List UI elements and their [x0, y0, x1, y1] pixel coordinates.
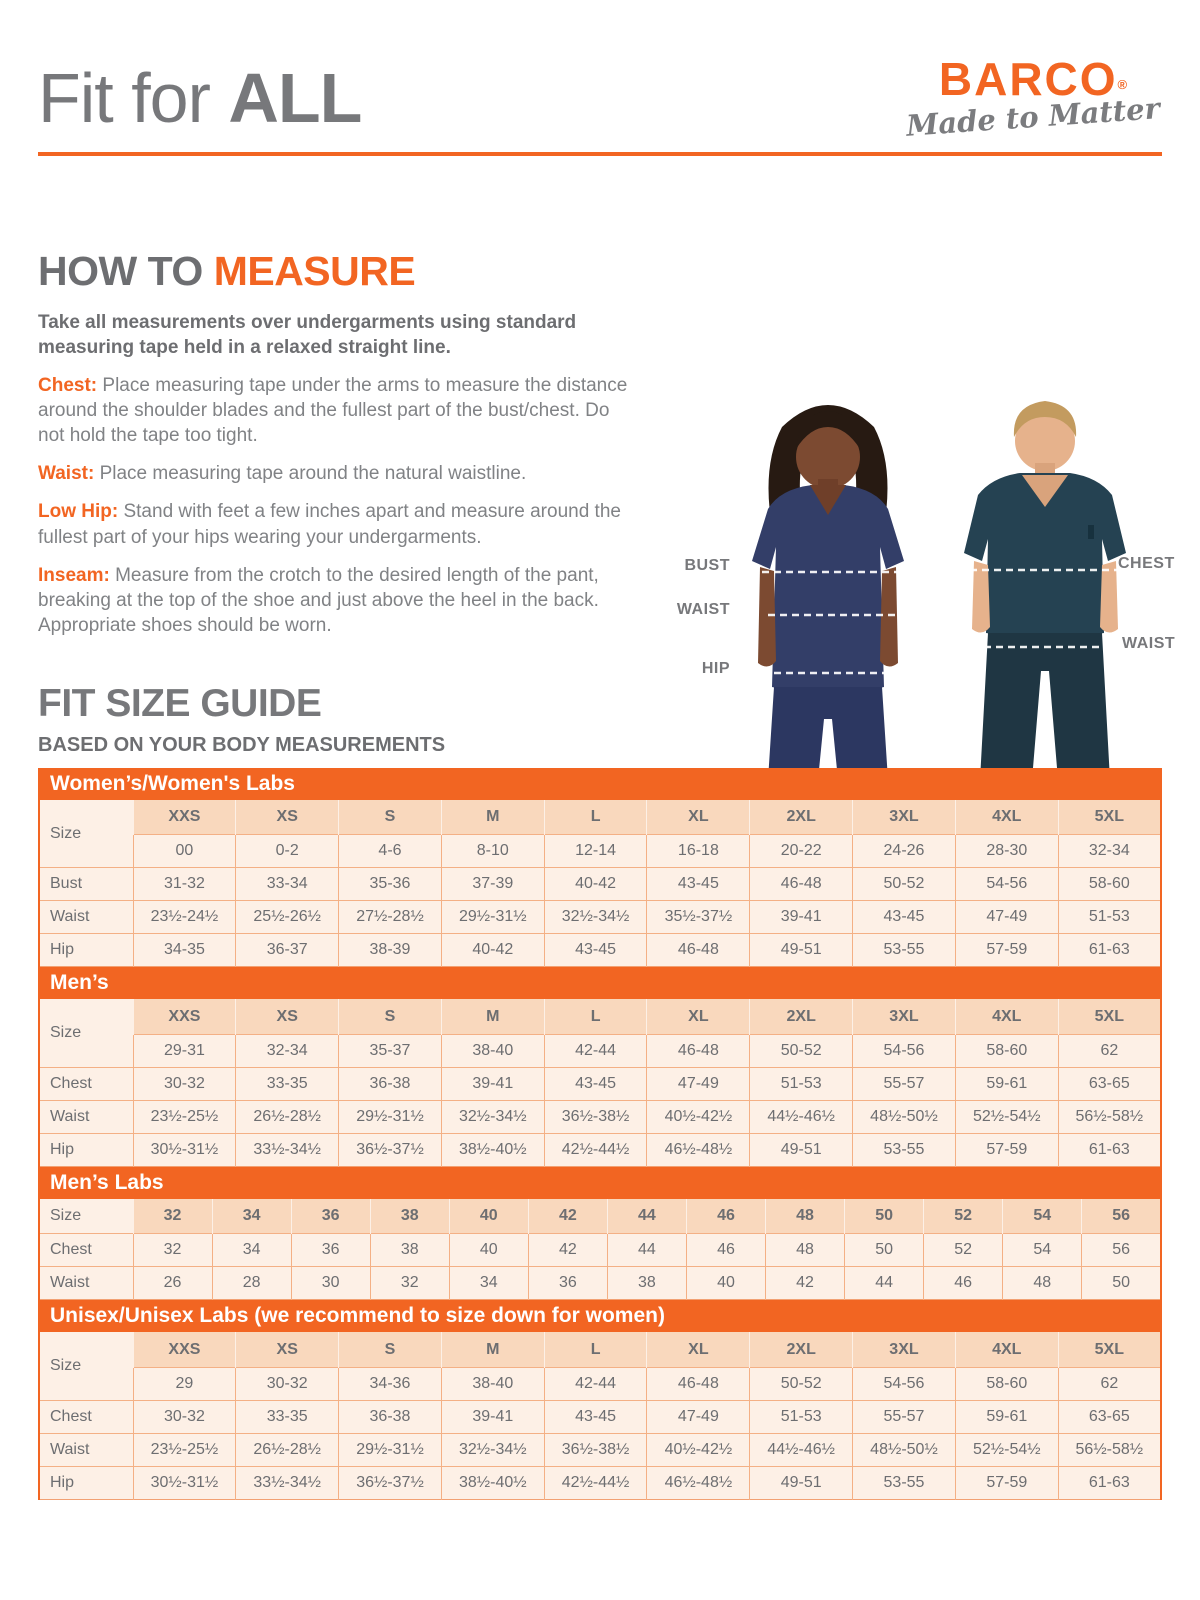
measurement-cell: 56½-58½: [1058, 1100, 1161, 1133]
measurement-cell: 29½-31½: [339, 1433, 442, 1466]
measurement-cell: 31-32: [133, 868, 236, 901]
measurement-cell: 53-55: [853, 1466, 956, 1499]
column-header-cell: 46: [686, 1199, 765, 1234]
measurement-cell: 57-59: [955, 1466, 1058, 1499]
measurement-cell: 30½-31½: [133, 1133, 236, 1166]
measurement-cell: 43-45: [544, 1067, 647, 1100]
size-label-cell: Size: [39, 999, 133, 1067]
measurement-cell: 33-34: [236, 868, 339, 901]
measurement-cell: 34-35: [133, 934, 236, 967]
column-header-cell: L: [544, 999, 647, 1034]
column-header-cell: L: [544, 1332, 647, 1367]
measurement-cell: 52½-54½: [955, 1100, 1058, 1133]
barco-logo-wordmark: BARCO®: [938, 53, 1128, 105]
size-range-cell: 29: [133, 1367, 236, 1400]
size-range-cell: 54-56: [853, 1034, 956, 1067]
measurement-cell: 46½-48½: [647, 1133, 750, 1166]
size-table-block-1: [38, 967, 1162, 1167]
measurement-cell: 38½-40½: [441, 1466, 544, 1499]
measurement-cell: 40-42: [544, 868, 647, 901]
measurement-cell: 39-41: [441, 1067, 544, 1100]
measure-instructions: [38, 310, 638, 651]
column-header-cell: 2XL: [750, 999, 853, 1034]
fit-size-guide-section: [38, 684, 1162, 1500]
measurement-cell: 49-51: [750, 934, 853, 967]
measurement-cell: 49-51: [750, 1133, 853, 1166]
column-header-cell: XXS: [133, 999, 236, 1034]
measurement-cell: 49-51: [750, 1466, 853, 1499]
column-header-cell: XS: [236, 999, 339, 1034]
size-range-cell: 38-40: [441, 1034, 544, 1067]
size-range-cell: 38-40: [441, 1367, 544, 1400]
measurement-cell: 33-35: [236, 1400, 339, 1433]
chest-label: CHEST: [1118, 555, 1175, 572]
measurement-cell: 40½-42½: [647, 1100, 750, 1133]
barco-logo-tagline: Made to Matter: [905, 91, 1161, 143]
column-header-cell: XXS: [133, 800, 236, 835]
column-header-cell: M: [441, 800, 544, 835]
size-range-cell: 20-22: [750, 835, 853, 868]
row-label-cell: Chest: [39, 1067, 133, 1100]
row-label-cell: Bust: [39, 868, 133, 901]
measurement-cell: 44: [845, 1267, 924, 1300]
bust-label: BUST: [684, 557, 730, 574]
measurement-cell: 25½-26½: [236, 901, 339, 934]
measurement-cell: 50-52: [853, 868, 956, 901]
registered-trademark-icon: ®: [1117, 77, 1128, 92]
waist-label-left: WAIST: [676, 601, 730, 618]
measurement-cell: 61-63: [1058, 1133, 1161, 1166]
column-header-cell: 3XL: [853, 999, 956, 1034]
measurement-cell: 36-38: [339, 1067, 442, 1100]
hip-label: HIP: [701, 660, 730, 677]
measurement-cell: 38: [607, 1267, 686, 1300]
measurement-cell: 39-41: [441, 1400, 544, 1433]
measurement-cell: 32½-34½: [441, 1100, 544, 1133]
measurement-cell: 63-65: [1058, 1400, 1161, 1433]
size-range-cell: 46-48: [647, 1367, 750, 1400]
measurement-cell: 36-38: [339, 1400, 442, 1433]
size-range-cell: 32-34: [236, 1034, 339, 1067]
row-label-cell: Waist: [39, 1433, 133, 1466]
measurement-cell: 53-55: [853, 1133, 956, 1166]
measurement-cell: 37-39: [441, 868, 544, 901]
heading-orange-part: MEASURE: [213, 248, 416, 294]
column-header-cell: 54: [1003, 1199, 1082, 1234]
column-header-cell: 42: [528, 1199, 607, 1234]
column-header-cell: XL: [647, 1332, 750, 1367]
size-tables-container: [38, 768, 1162, 1500]
measurement-cell: 54: [1003, 1234, 1082, 1267]
measure-item-chest: Chest: Place measuring tape under the arms to measure the distance around the shoulder blades and the fullest part of the bust/chest. Do not hold the tape too tight.: [38, 375, 628, 447]
measurement-cell: 42: [766, 1267, 845, 1300]
column-header-cell: 5XL: [1058, 1332, 1161, 1367]
size-range-cell: 58-60: [955, 1034, 1058, 1067]
table-band: Men’s: [38, 967, 1162, 999]
size-range-cell: 50-52: [750, 1367, 853, 1400]
row-label-cell: Chest: [39, 1234, 133, 1267]
measurement-cell: 38-39: [339, 934, 442, 967]
measurement-cell: 43-45: [853, 901, 956, 934]
measurement-cell: 43-45: [544, 1400, 647, 1433]
measurement-cell: 51-53: [1058, 901, 1161, 934]
size-range-cell: 54-56: [853, 1367, 956, 1400]
column-header-cell: 34: [212, 1199, 291, 1234]
row-label-cell: Hip: [39, 934, 133, 967]
measurement-cell: 26½-28½: [236, 1100, 339, 1133]
measurement-cell: 63-65: [1058, 1067, 1161, 1100]
column-header-cell: 52: [924, 1199, 1003, 1234]
measurement-cell: 42: [528, 1234, 607, 1267]
measurement-cell: 39-41: [750, 901, 853, 934]
size-range-cell: 16-18: [647, 835, 750, 868]
row-label-cell: Hip: [39, 1133, 133, 1166]
row-label-cell: Waist: [39, 1100, 133, 1133]
measurement-cell: 56½-58½: [1058, 1433, 1161, 1466]
measurement-cell: 51-53: [750, 1400, 853, 1433]
size-table-block-3: [38, 1300, 1162, 1500]
measure-item-waist: Waist: Place measuring tape around the natural waistline.: [38, 463, 527, 485]
size-range-cell: 30-32: [236, 1367, 339, 1400]
measurement-cell: 36: [291, 1234, 370, 1267]
measurement-cell: 55-57: [853, 1067, 956, 1100]
measurement-cell: 57-59: [955, 1133, 1058, 1166]
page-title-bold: ALL: [228, 59, 362, 137]
column-header-cell: L: [544, 800, 647, 835]
column-header-cell: 56: [1082, 1199, 1161, 1234]
page-title-regular: Fit for: [38, 59, 229, 137]
column-header-cell: XS: [236, 800, 339, 835]
measurement-cell: 59-61: [955, 1067, 1058, 1100]
size-range-cell: 42-44: [544, 1034, 647, 1067]
measurement-cell: 38½-40½: [441, 1133, 544, 1166]
measurement-cell: 33-35: [236, 1067, 339, 1100]
measurement-cell: 44½-46½: [750, 1433, 853, 1466]
measurement-cell: 48½-50½: [853, 1100, 956, 1133]
size-table-block-2: [38, 1167, 1162, 1301]
measurement-cell: 42½-44½: [544, 1133, 647, 1166]
measurement-cell: 48: [766, 1234, 845, 1267]
measure-item-lowhip: Low Hip: Stand with feet a few inches apart and measure around the fullest part of your hips wearing your undergarments.: [38, 501, 621, 548]
measurement-cell: 57-59: [955, 934, 1058, 967]
measurement-cell: 48½-50½: [853, 1433, 956, 1466]
measurement-cell: 43-45: [544, 934, 647, 967]
column-header-cell: M: [441, 1332, 544, 1367]
size-table: [38, 1199, 1162, 1301]
measurement-cell: 36½-37½: [339, 1466, 442, 1499]
measurement-cell: 36½-38½: [544, 1433, 647, 1466]
column-header-cell: XS: [236, 1332, 339, 1367]
measurement-cell: 35-36: [339, 868, 442, 901]
row-label-cell: Chest: [39, 1400, 133, 1433]
column-header-cell: XL: [647, 999, 750, 1034]
measurement-cell: 29½-31½: [339, 1100, 442, 1133]
column-header-cell: 3XL: [853, 800, 956, 835]
measurement-cell: 46: [686, 1234, 765, 1267]
size-range-cell: 34-36: [339, 1367, 442, 1400]
measurement-cell: 54-56: [955, 868, 1058, 901]
measurement-cell: 44½-46½: [750, 1100, 853, 1133]
measurement-cell: 59-61: [955, 1400, 1058, 1433]
size-range-cell: 12-14: [544, 835, 647, 868]
measurement-cell: 29½-31½: [441, 901, 544, 934]
size-range-cell: 50-52: [750, 1034, 853, 1067]
measurement-cell: 50: [1082, 1267, 1161, 1300]
column-header-cell: 3XL: [853, 1332, 956, 1367]
measurement-cell: 23½-25½: [133, 1100, 236, 1133]
size-range-cell: 46-48: [647, 1034, 750, 1067]
size-range-cell: 0-2: [236, 835, 339, 868]
column-header-cell: 48: [766, 1199, 845, 1234]
measurement-cell: 52½-54½: [955, 1433, 1058, 1466]
column-header-cell: 38: [370, 1199, 449, 1234]
measurement-cell: 36½-38½: [544, 1100, 647, 1133]
column-header-cell: 4XL: [955, 800, 1058, 835]
measurement-cell: 32½-34½: [441, 1433, 544, 1466]
measurement-cell: 35½-37½: [647, 901, 750, 934]
how-to-measure-heading: [38, 248, 415, 295]
size-table: [38, 1332, 1162, 1500]
row-label-cell: Waist: [39, 1267, 133, 1300]
measurement-cell: 28: [212, 1267, 291, 1300]
size-range-cell: 8-10: [441, 835, 544, 868]
measurement-cell: 40: [686, 1267, 765, 1300]
column-header-cell: 2XL: [750, 800, 853, 835]
size-table: [38, 999, 1162, 1167]
table-band: Men’s Labs: [38, 1167, 1162, 1199]
measurement-cell: 61-63: [1058, 934, 1161, 967]
table-band: Women’s/Women's Labs: [38, 768, 1162, 800]
measurement-cell: 23½-24½: [133, 901, 236, 934]
column-header-cell: S: [339, 999, 442, 1034]
column-header-cell: 5XL: [1058, 999, 1161, 1034]
measurement-cell: 40-42: [441, 934, 544, 967]
measurement-cell: 36-37: [236, 934, 339, 967]
measurement-cell: 38: [370, 1234, 449, 1267]
column-header-cell: S: [339, 800, 442, 835]
measurement-cell: 36½-37½: [339, 1133, 442, 1166]
measurement-cell: 23½-25½: [133, 1433, 236, 1466]
measurement-cell: 43-45: [647, 868, 750, 901]
measurement-cell: 26½-28½: [236, 1433, 339, 1466]
column-header-cell: 40: [449, 1199, 528, 1234]
measurement-cell: 51-53: [750, 1067, 853, 1100]
measurement-cell: 61-63: [1058, 1466, 1161, 1499]
size-range-cell: 28-30: [955, 835, 1058, 868]
measure-item-inseam: Inseam: Measure from the crotch to the desired length of the pant, breaking at the top of the shoe and just above the heel in the back. Appropriate shoes should be worn.: [38, 564, 599, 636]
measurement-cell: 47-49: [647, 1400, 750, 1433]
row-label-cell: Waist: [39, 901, 133, 934]
measurement-cell: 36: [528, 1267, 607, 1300]
size-label-cell: Size: [39, 1332, 133, 1400]
measurement-cell: 30-32: [133, 1400, 236, 1433]
measurement-cell: 48: [1003, 1267, 1082, 1300]
column-header-cell: 5XL: [1058, 800, 1161, 835]
column-header-cell: 44: [607, 1199, 686, 1234]
measurement-cell: 47-49: [647, 1067, 750, 1100]
measurement-cell: 33½-34½: [236, 1133, 339, 1166]
measurement-cell: 46½-48½: [647, 1466, 750, 1499]
measurement-cell: 40½-42½: [647, 1433, 750, 1466]
column-header-cell: 4XL: [955, 999, 1058, 1034]
heading-gray-part: HOW TO: [38, 248, 214, 294]
size-range-cell: 58-60: [955, 1367, 1058, 1400]
size-table-block-0: [38, 768, 1162, 968]
size-range-cell: 42-44: [544, 1367, 647, 1400]
size-label-cell: Size: [39, 1199, 133, 1234]
measure-intro: Take all measurements over undergarments using standard measuring tape held in a relaxed straight line.: [38, 312, 577, 359]
size-range-cell: 62: [1058, 1034, 1161, 1067]
measurement-cell: 46-48: [647, 934, 750, 967]
measurement-cell: 32½-34½: [544, 901, 647, 934]
measurement-cell: 26: [133, 1267, 212, 1300]
row-label-cell: Hip: [39, 1466, 133, 1499]
measurement-cell: 27½-28½: [339, 901, 442, 934]
measurement-cell: 42½-44½: [544, 1466, 647, 1499]
column-header-cell: 2XL: [750, 1332, 853, 1367]
measurement-cell: 33½-34½: [236, 1466, 339, 1499]
measurement-cell: 30½-31½: [133, 1466, 236, 1499]
measurement-cell: 32: [370, 1267, 449, 1300]
column-header-cell: 36: [291, 1199, 370, 1234]
size-range-cell: 00: [133, 835, 236, 868]
size-range-cell: 62: [1058, 1367, 1161, 1400]
column-header-cell: 50: [845, 1199, 924, 1234]
size-table: [38, 800, 1162, 968]
column-header-cell: M: [441, 999, 544, 1034]
column-header-cell: 32: [133, 1199, 212, 1234]
measurement-cell: 30-32: [133, 1067, 236, 1100]
fit-size-guide-subheading: BASED ON YOUR BODY MEASUREMENTS: [38, 733, 446, 756]
measurement-cell: 32: [133, 1234, 212, 1267]
barco-logo: [905, 53, 1161, 143]
page-title: [38, 58, 361, 138]
measurement-cell: 58-60: [1058, 868, 1161, 901]
size-range-cell: 24-26: [853, 835, 956, 868]
measurement-cell: 34: [449, 1267, 528, 1300]
column-header-cell: S: [339, 1332, 442, 1367]
measurement-cell: 55-57: [853, 1400, 956, 1433]
measurement-cell: 40: [449, 1234, 528, 1267]
fit-size-guide-heading: FIT SIZE GUIDE: [38, 682, 322, 725]
size-label-cell: Size: [39, 800, 133, 868]
size-range-cell: 32-34: [1058, 835, 1161, 868]
size-range-cell: 35-37: [339, 1034, 442, 1067]
measurement-cell: 47-49: [955, 901, 1058, 934]
size-range-cell: 4-6: [339, 835, 442, 868]
measurement-cell: 46-48: [750, 868, 853, 901]
measurement-cell: 44: [607, 1234, 686, 1267]
header-divider: [38, 152, 1162, 156]
measurement-cell: 56: [1082, 1234, 1161, 1267]
table-band: Unisex/Unisex Labs (we recommend to size down for women): [38, 1300, 1162, 1332]
waist-label-right: WAIST: [1122, 635, 1176, 652]
column-header-cell: 4XL: [955, 1332, 1058, 1367]
column-header-cell: XXS: [133, 1332, 236, 1367]
measurement-cell: 53-55: [853, 934, 956, 967]
size-range-cell: 29-31: [133, 1034, 236, 1067]
measurement-cell: 30: [291, 1267, 370, 1300]
column-header-cell: XL: [647, 800, 750, 835]
measurement-cell: 52: [924, 1234, 1003, 1267]
measurement-cell: 34: [212, 1234, 291, 1267]
measurement-cell: 46: [924, 1267, 1003, 1300]
measurement-cell: 50: [845, 1234, 924, 1267]
